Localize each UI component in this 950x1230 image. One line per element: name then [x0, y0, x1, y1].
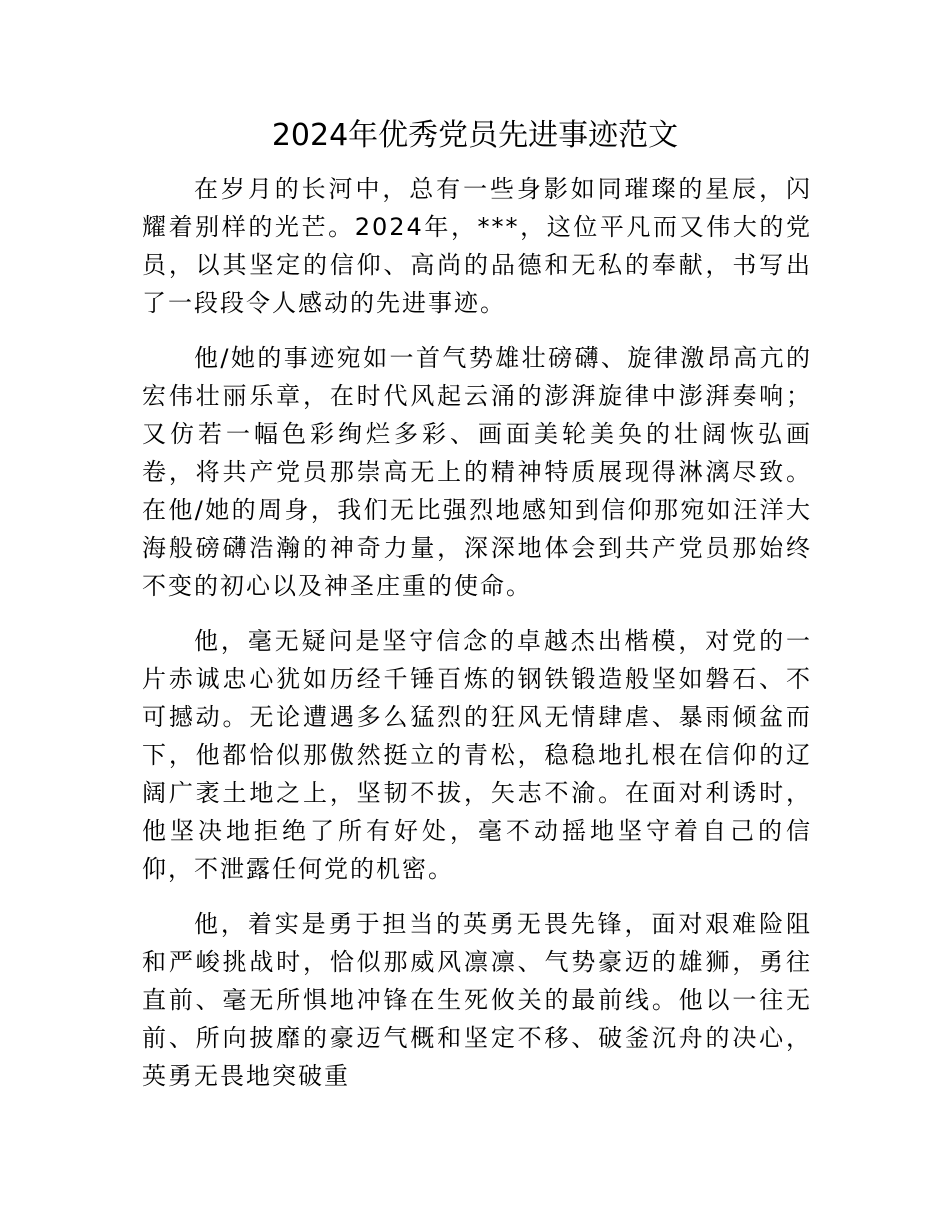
paragraph-2: 他/她的事迹宛如一首气势雄壮磅礴、旋律激昂高亢的宏伟壮丽乐章，在时代风起云涌的澎湃旋律中澎湃奏响；又仿若一幅色彩绚烂多彩、画面美轮美奂的壮阔恢弘画卷，将共产党员那崇高无上的精神特质展现得淋漓尽致。在他/她的周身，我们无比强烈地感知到信仰那宛如汪洋大海般磅礴浩瀚的神奇力量，深深地体会到共产党员那始终不变的初心以及神圣庄重的使命。 [142, 344, 812, 600]
document-body [142, 170, 812, 1112]
paragraph-1: 在岁月的长河中，总有一些身影如同璀璨的星辰，闪耀着别样的光芒。2024年，***，这位平凡而又伟大的党员，以其坚定的信仰、高尚的品德和无私的奉献，书写出了一段段令人感动的先进事迹。 [142, 175, 812, 317]
paragraph-4: 他，着实是勇于担当的英勇无畏先锋，面对艰难险阻和严峻挑战时，恰似那威风凛凛、气势豪迈的雄狮，勇往直前、毫无所惧地冲锋在生死攸关的最前线。他以一往无前、所向披靡的豪迈气概和坚定不移、破釜沉舟的决心，英勇无畏地突破重 [142, 910, 812, 1090]
paragraph-3: 他，毫无疑问是坚守信念的卓越杰出楷模，对党的一片赤诚忠心犹如历经千锤百炼的钢铁锻造般坚如磐石、不可撼动。无论遭遇多么猛烈的狂风无情肆虐、暴雨倾盆而下，他都恰似那傲然挺立的青松，稳稳地扎根在信仰的辽阔广袤土地之上，坚韧不拔，矢志不渝。在面对利诱时，他坚决地拒绝了所有好处，毫不动摇地坚守着自己的信仰，不泄露任何党的机密。 [142, 627, 812, 883]
document-title: 2024年优秀党员先进事迹范文 [271, 118, 679, 153]
